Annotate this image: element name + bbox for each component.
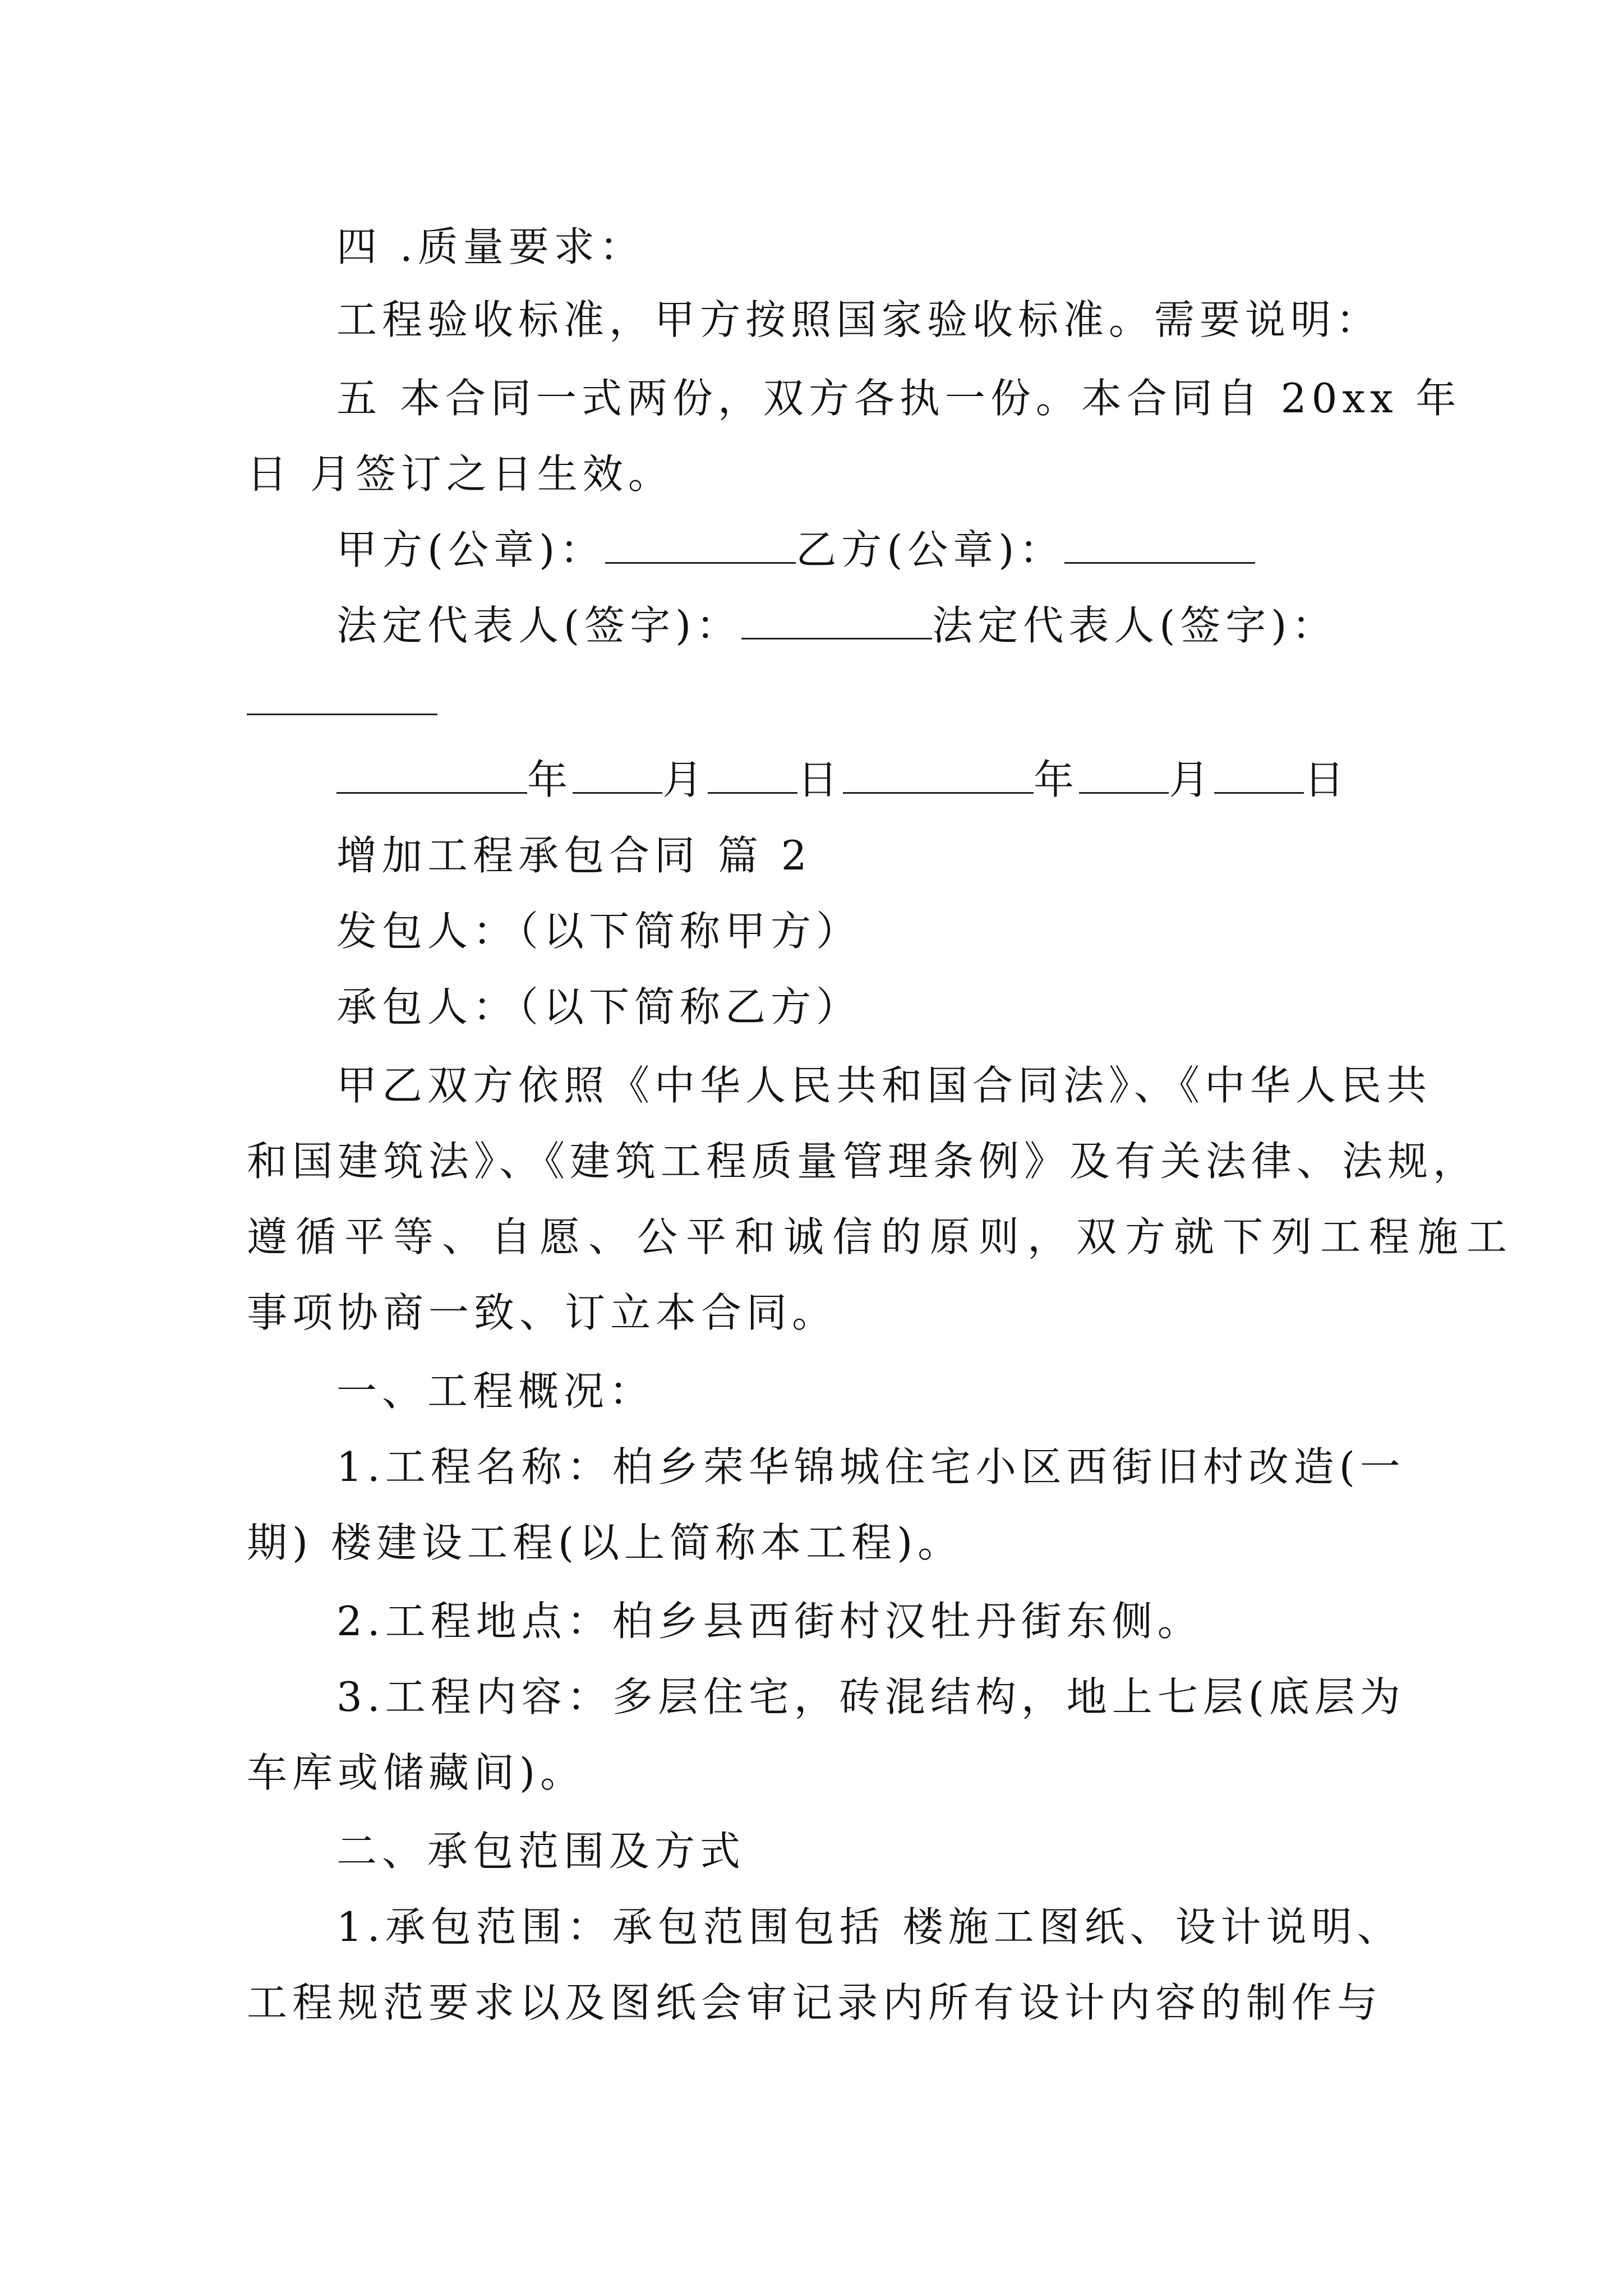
date-b-day-blank (1214, 753, 1304, 794)
section-1-item-2: 2.工程地点：柏乡县西街村汉牡丹街东侧。 (336, 1598, 1203, 1645)
party-a-seal-blank (605, 523, 796, 564)
section-1-title: 一、工程概况： (336, 1368, 655, 1415)
date-a-month-blank (573, 753, 662, 794)
date-b-year-blank (843, 753, 1034, 794)
date-a-month-label: 月 (662, 756, 708, 803)
party-b-seal-blank (1064, 523, 1255, 564)
section-1-item-3-line-2: 车库或储藏间)。 (247, 1749, 586, 1796)
party-a-seal-label: 甲方(公章)： (336, 526, 606, 573)
signature-seal-row (336, 522, 1481, 578)
party-b-rep-label: 法定代表人(签字)： (932, 602, 1338, 649)
section-2-title: 二、承包范围及方式 (336, 1828, 746, 1875)
contractor-line: 承包人：（以下简称乙方） (336, 983, 862, 1030)
date-b-month-label: 月 (1169, 756, 1215, 803)
section-1-item-1-line-1: 1.工程名称：柏乡荣华锦城住宅小区西街旧村改造(一 (336, 1443, 1405, 1490)
section-5-line-1: 五 本合同一式两份，双方各执一份。本合同自 20xx 年 (336, 375, 1461, 422)
date-a-day-label: 日 (797, 756, 843, 803)
signature-representative-row (336, 597, 1481, 654)
party-b-rep-blank (247, 674, 437, 715)
intro-line-1: 甲乙双方依照《中华人民共和国合同法》、《中华人民共 (336, 1062, 1432, 1109)
section-1-item-3-line-1: 3.工程内容：多层住宅，砖混结构，地上七层(底层为 (336, 1673, 1405, 1720)
party-a-rep-label: 法定代表人(签字)： (336, 602, 742, 649)
party-a-rep-blank (741, 599, 932, 639)
date-b-day-label: 日 (1304, 756, 1350, 803)
intro-line-4: 事项协商一致、订立本合同。 (247, 1289, 838, 1336)
intro-line-2: 和国建筑法》、《建筑工程质量管理条例》及有关法律、法规， (247, 1138, 1479, 1185)
signature-representative-continuation (247, 673, 1391, 729)
section-4-text: 工程验收标准，甲方按照国家验收标准。需要说明： (336, 296, 1382, 343)
employer-line: 发包人：（以下简称甲方） (336, 908, 862, 955)
section-2-item-1-line-2: 工程规范要求以及图纸会审记录内所有设计内容的制作与 (247, 1979, 1383, 2026)
date-b-year-label: 年 (1034, 756, 1080, 803)
party-b-seal-label: 乙方(公章)： (796, 526, 1065, 573)
article-2-title: 增加工程承包合同 篇 2 (336, 832, 812, 879)
section-4-title: 四 .质量要求： (336, 223, 645, 270)
section-5-line-2: 日 月签订之日生效。 (247, 450, 674, 498)
intro-line-3: 遵循平等、自愿、公平和诚信的原则，双方就下列工程施工 (247, 1213, 1516, 1260)
section-2-item-1-line-1: 1.承包范围：承包范围包括 楼施工图纸、设计说明、 (336, 1903, 1403, 1950)
date-a-day-blank (708, 753, 797, 794)
date-row (336, 752, 1481, 808)
section-1-item-1-line-2: 期) 楼建设工程(以上简称本工程)。 (247, 1519, 963, 1566)
date-a-year-blank (336, 753, 527, 794)
date-a-year-label: 年 (527, 756, 573, 803)
date-b-month-blank (1079, 753, 1169, 794)
